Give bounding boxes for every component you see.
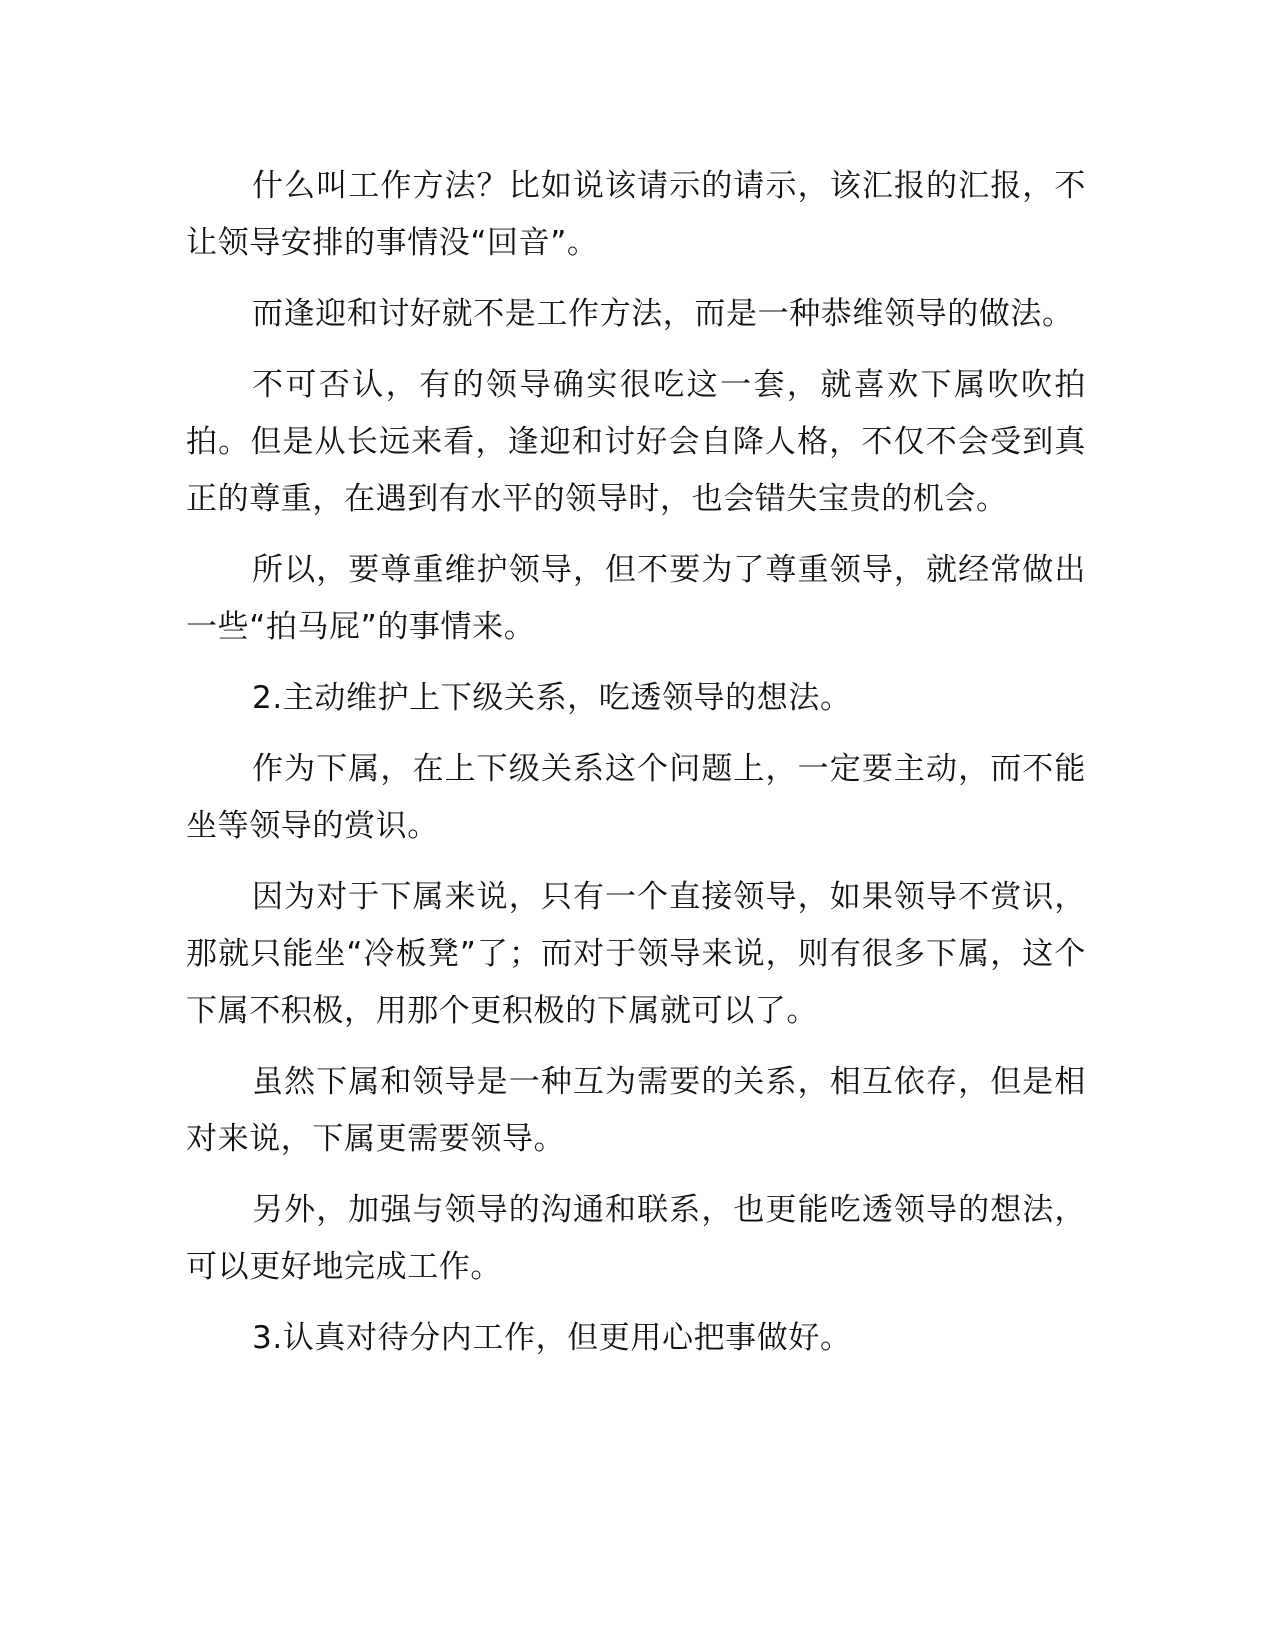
paragraph-work-method: 什么叫工作方法？比如说该请示的请示，该汇报的汇报，不让领导安排的事情没“回音”。 [186,168,1086,261]
section-heading-3: 3.认真对待分内工作，但更用心把事做好。 [252,1320,852,1356]
section-heading-2: 2.主动维护上下级关系，吃透领导的想法。 [252,680,852,716]
body-text [186,158,1086,1381]
paragraph-direct-leader: 因为对于下属来说，只有一个直接领导，如果领导不赏识，那就只能坐“冷板凳”了；而对于领导来说，则有很多下属，这个下属不积极，用那个更积极的下属就可以了。 [186,879,1086,1029]
paragraph-undeniable: 不可否认，有的领导确实很吃这一套，就喜欢下属吹吹拍拍。但是从长远来看，逢迎和讨好会自降人格，不仅不会受到真正的尊重，在遇到有水平的领导时，也会错失宝贵的机会。 [186,367,1086,517]
paragraph-mutual-need: 虽然下属和领导是一种互为需要的关系，相互依存，但是相对来说，下属更需要领导。 [186,1064,1086,1157]
paragraph-communication: 另外，加强与领导的沟通和联系，也更能吃透领导的想法，可以更好地完成工作。 [186,1192,1086,1285]
paragraph-be-proactive: 作为下属，在上下级关系这个问题上，一定要主动，而不能坐等领导的赏识。 [186,751,1086,844]
paragraph-flattery: 而逢迎和讨好就不是工作方法，而是一种恭维领导的做法。 [252,296,1074,332]
paragraph-respect-leader: 所以，要尊重维护领导，但不要为了尊重领导，就经常做出一些“拍马屁”的事情来。 [186,552,1086,645]
